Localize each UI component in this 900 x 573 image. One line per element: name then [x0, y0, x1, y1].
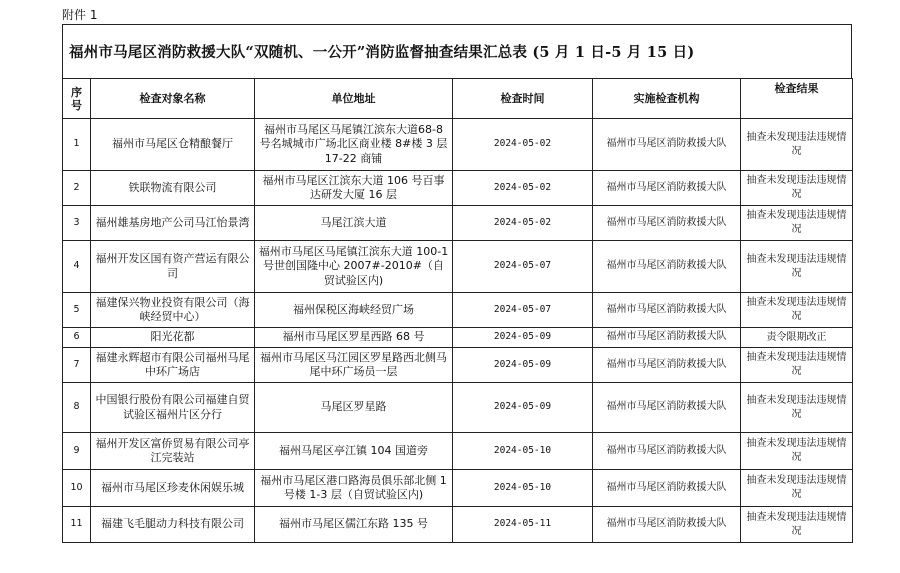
table-row: [63, 241, 853, 293]
table-title: 福州市马尾区消防救援大队“双随机、一公开”消防监督抽查结果汇总表 (5 月 1 日-5 月 15 日): [62, 24, 852, 78]
row-result: 抽查未发现违法违规情况: [741, 470, 853, 507]
row-name: 福州市马尾区仓精酿餐厅: [91, 119, 255, 171]
row-result: 抽查未发现违法违规情况: [741, 206, 853, 241]
row-date: 2024-05-07: [453, 241, 593, 293]
header-row: [63, 79, 853, 119]
table-row: [63, 433, 853, 470]
row-agency: 福州市马尾区消防救援大队: [593, 328, 741, 348]
row-date: 2024-05-07: [453, 293, 593, 328]
header-index: 序号: [63, 79, 91, 119]
row-name: 福州雄基房地产公司马江怡景湾: [91, 206, 255, 241]
row-name: 福州市马尾区珍麦休闲娱乐城: [91, 470, 255, 507]
header-address: 单位地址: [255, 79, 453, 119]
row-address: 马尾江滨大道: [255, 206, 453, 241]
row-agency: 福州市马尾区消防救援大队: [593, 293, 741, 328]
table-row: [63, 348, 853, 383]
row-agency: 福州市马尾区消防救援大队: [593, 119, 741, 171]
row-index: 2: [63, 171, 91, 206]
table-row: [63, 328, 853, 348]
row-result: 抽查未发现违法违规情况: [741, 507, 853, 543]
annex-label: 附件 1: [62, 8, 98, 22]
results-sheet: [62, 24, 852, 543]
table-body: [63, 119, 853, 543]
row-agency: 福州市马尾区消防救援大队: [593, 383, 741, 433]
row-address: 福州市马尾区马尾镇江滨东大道 100-1 号世创国隆中心 2007#-2010#（自贸试验区内): [255, 241, 453, 293]
inspection-results-table: [62, 78, 853, 543]
row-result: 抽查未发现违法违规情况: [741, 119, 853, 171]
row-address: 福州保税区海峡经贸广场: [255, 293, 453, 328]
header-name: 检查对象名称: [91, 79, 255, 119]
row-result: 抽查未发现违法违规情况: [741, 348, 853, 383]
row-index: 7: [63, 348, 91, 383]
table-row: [63, 507, 853, 543]
row-agency: 福州市马尾区消防救援大队: [593, 348, 741, 383]
row-date: 2024-05-11: [453, 507, 593, 543]
row-result: 抽查未发现违法违规情况: [741, 241, 853, 293]
row-address: 福州市马尾区马江园区罗星路西北侧马尾中环广场员一层: [255, 348, 453, 383]
row-date: 2024-05-09: [453, 328, 593, 348]
row-date: 2024-05-09: [453, 383, 593, 433]
row-index: 8: [63, 383, 91, 433]
header-agency: 实施检查机构: [593, 79, 741, 119]
row-address: 福州市马尾区港口路海员俱乐部北侧 1 号楼 1-3 层（自贸试验区内): [255, 470, 453, 507]
row-index: 4: [63, 241, 91, 293]
row-date: 2024-05-02: [453, 171, 593, 206]
row-index: 5: [63, 293, 91, 328]
row-date: 2024-05-09: [453, 348, 593, 383]
row-name: 中国银行股份有限公司福建自贸试验区福州片区分行: [91, 383, 255, 433]
row-date: 2024-05-10: [453, 433, 593, 470]
row-index: 1: [63, 119, 91, 171]
row-name: 福州开发区国有资产营运有限公司: [91, 241, 255, 293]
row-address: 福州马尾区亭江镇 104 国道旁: [255, 433, 453, 470]
row-name: 阳光花都: [91, 328, 255, 348]
row-result: 抽查未发现违法违规情况: [741, 433, 853, 470]
row-agency: 福州市马尾区消防救援大队: [593, 433, 741, 470]
row-index: 3: [63, 206, 91, 241]
row-agency: 福州市马尾区消防救援大队: [593, 507, 741, 543]
row-index: 9: [63, 433, 91, 470]
row-result: 抽查未发现违法违规情况: [741, 383, 853, 433]
header-result: 检查结果: [741, 79, 853, 119]
table-row: [63, 383, 853, 433]
table-row: [63, 119, 853, 171]
row-address: 福州市马尾区马尾镇江滨东大道68-8 号名城城市广场北区商业楼 8#楼 3 层 17-22 商铺: [255, 119, 453, 171]
row-date: 2024-05-02: [453, 119, 593, 171]
row-agency: 福州市马尾区消防救援大队: [593, 470, 741, 507]
header-date: 检查时间: [453, 79, 593, 119]
row-result: 抽查未发现违法违规情况: [741, 171, 853, 206]
row-index: 10: [63, 470, 91, 507]
row-name: 福建飞毛腿动力科技有限公司: [91, 507, 255, 543]
row-date: 2024-05-10: [453, 470, 593, 507]
row-result: 抽查未发现违法违规情况: [741, 293, 853, 328]
row-name: 福建保兴物业投资有限公司（海峡经贸中心）: [91, 293, 255, 328]
row-agency: 福州市马尾区消防救援大队: [593, 171, 741, 206]
row-date: 2024-05-02: [453, 206, 593, 241]
row-address: 福州市马尾区江滨东大道 106 号百事达研发大厦 16 层: [255, 171, 453, 206]
table-row: [63, 293, 853, 328]
row-index: 6: [63, 328, 91, 348]
row-index: 11: [63, 507, 91, 543]
row-result: 责令限期改正: [741, 328, 853, 348]
row-agency: 福州市马尾区消防救援大队: [593, 241, 741, 293]
table-row: [63, 171, 853, 206]
table-row: [63, 470, 853, 507]
row-address: 福州市马尾区儒江东路 135 号: [255, 507, 453, 543]
row-name: 福州开发区富侨贸易有限公司亭江完装站: [91, 433, 255, 470]
row-name: 福建永辉超市有限公司福州马尾中环广场店: [91, 348, 255, 383]
row-address: 马尾区罗星路: [255, 383, 453, 433]
row-name: 铁联物流有限公司: [91, 171, 255, 206]
row-address: 福州市马尾区罗星西路 68 号: [255, 328, 453, 348]
table-row: [63, 206, 853, 241]
row-agency: 福州市马尾区消防救援大队: [593, 206, 741, 241]
